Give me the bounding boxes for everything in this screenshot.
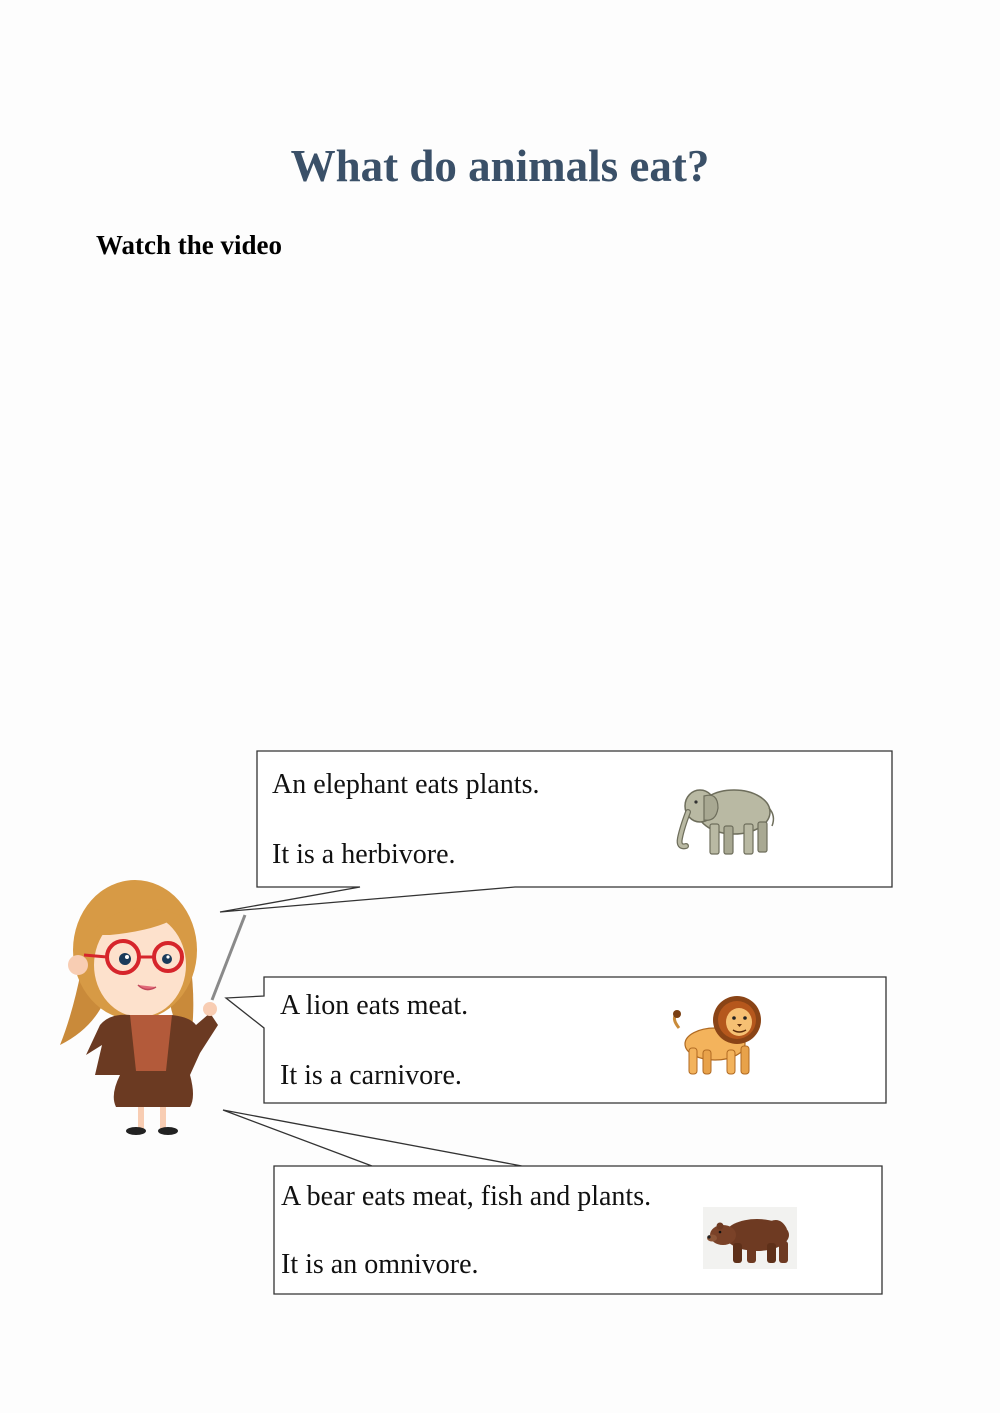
fact-statement: A lion eats meat.	[280, 990, 469, 1021]
section-heading: Watch the video	[96, 230, 282, 260]
page-title: What do animals eat?	[290, 141, 710, 191]
fact-statement: A bear eats meat, fish and plants.	[281, 1181, 652, 1212]
fact-classification: It is a herbivore.	[272, 839, 456, 870]
fact-box-bear	[275, 1167, 881, 1293]
fact-statement: An elephant eats plants.	[272, 769, 540, 800]
bear-icon	[703, 1207, 797, 1269]
lion-icon	[669, 988, 765, 1080]
fact-classification: It is a carnivore.	[280, 1060, 462, 1091]
fact-box-elephant	[258, 752, 891, 886]
teacher-icon	[50, 875, 250, 1137]
fact-box-lion	[265, 978, 885, 1102]
fact-classification: It is an omnivore.	[281, 1249, 479, 1280]
elephant-icon	[674, 780, 778, 860]
